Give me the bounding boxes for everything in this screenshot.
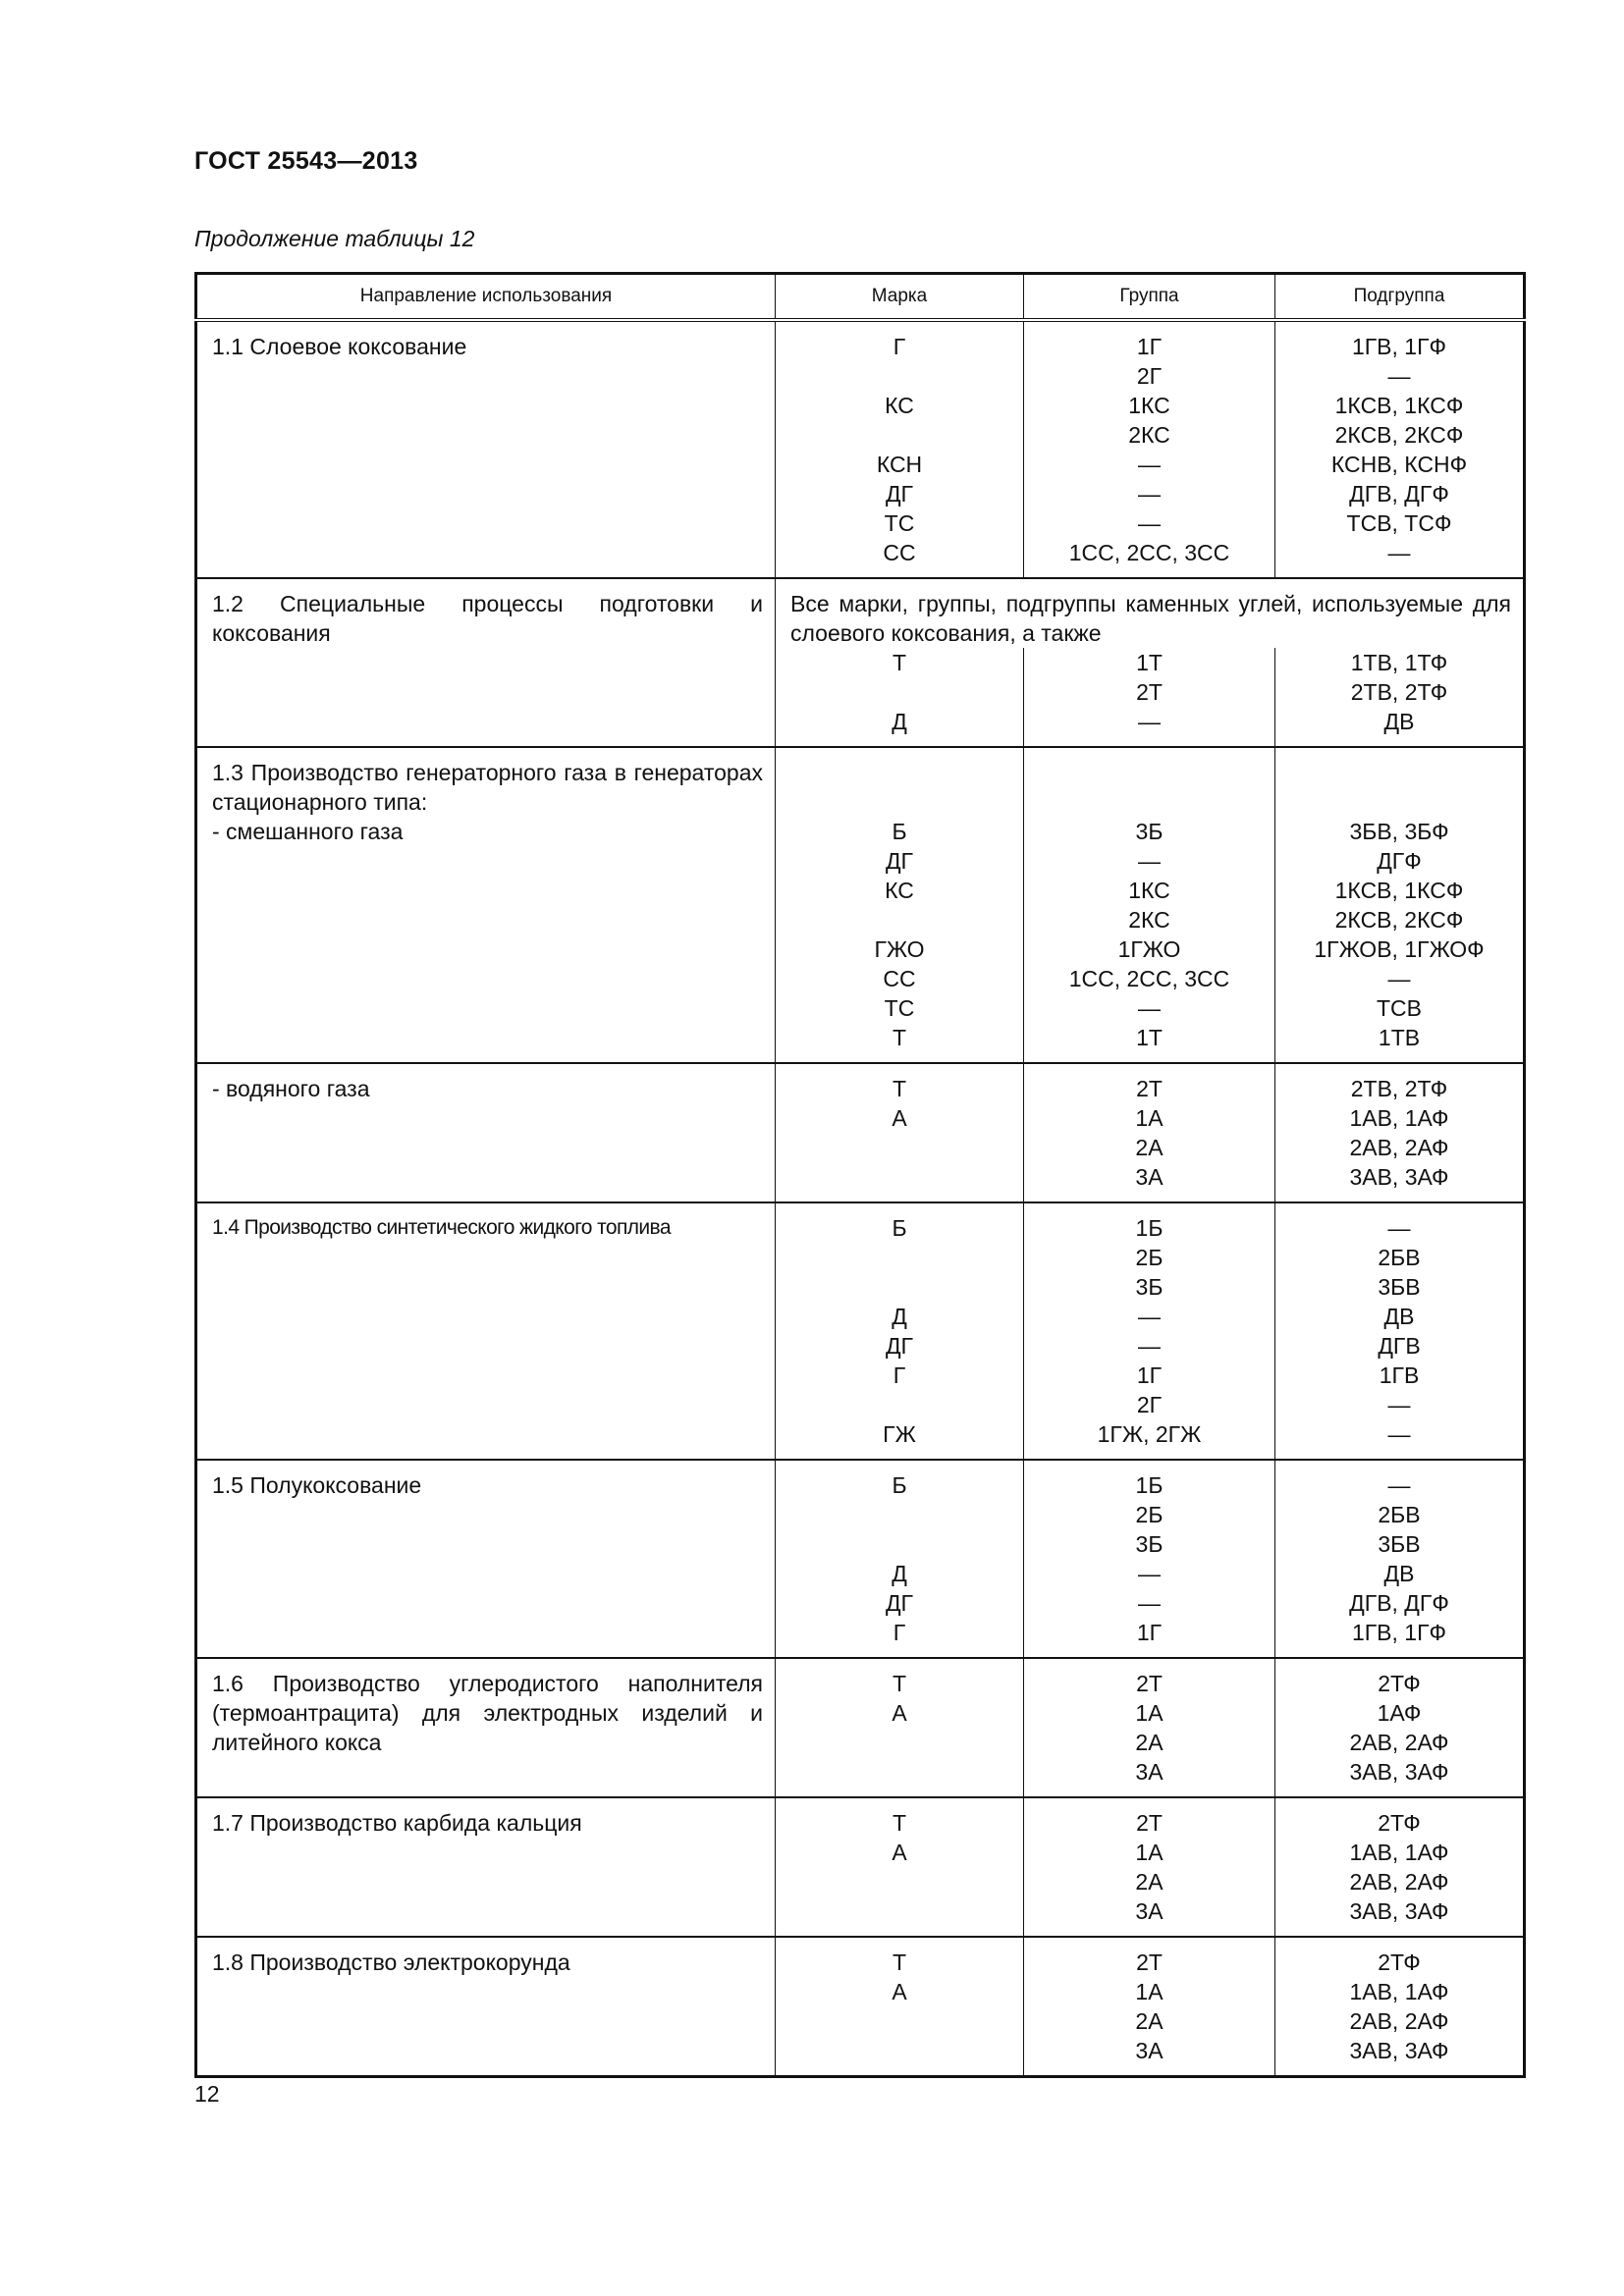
cell-value: КСН bbox=[876, 452, 923, 477]
table-row bbox=[196, 1658, 1525, 1797]
podgruppa-cell bbox=[1275, 320, 1525, 578]
cell-value bbox=[780, 1390, 1019, 1419]
cell-value bbox=[780, 677, 1019, 707]
cell-value: ТСВ, ТСФ bbox=[1346, 510, 1452, 536]
spanning-note-cell bbox=[776, 578, 1525, 648]
direction-cell bbox=[196, 1202, 776, 1460]
direction-cell bbox=[196, 1063, 776, 1202]
cell-value: 2Г bbox=[1136, 1392, 1163, 1417]
gruppa-cell bbox=[1024, 648, 1275, 747]
spanning-note-text: Все марки, группы, подгруппы каменных углей, используемые для слоевого коксования, а также bbox=[790, 591, 1511, 646]
cell-value: 1Т bbox=[1136, 1025, 1163, 1050]
cell-value: Т bbox=[892, 1949, 907, 1975]
cell-value: 2КС bbox=[1128, 907, 1170, 933]
cell-value: 1А bbox=[1135, 1700, 1164, 1726]
cell-value: — bbox=[1387, 1472, 1411, 1498]
cell-value: 1Г bbox=[1136, 1620, 1163, 1645]
podgruppa-cell bbox=[1275, 1202, 1525, 1460]
cell-value: ДГВ, ДГФ bbox=[1349, 1590, 1449, 1616]
cell-value: ГЖО bbox=[874, 936, 925, 962]
cell-value: 2КСВ, 2КСФ bbox=[1334, 907, 1464, 933]
direction-subitem: - смешанного газа bbox=[212, 819, 404, 844]
cell-value bbox=[780, 420, 1019, 450]
cell-value: КСНВ, КСНФ bbox=[1330, 452, 1468, 477]
cell-value: — bbox=[1138, 848, 1161, 874]
cell-value: 1ГЖОВ, 1ГЖОФ bbox=[1314, 936, 1485, 962]
cell-value: 2ТФ bbox=[1378, 1810, 1421, 1836]
cell-value: 3БВ bbox=[1378, 1274, 1421, 1300]
cell-value: — bbox=[1138, 1304, 1161, 1329]
cell-value: 1ГЖ, 2ГЖ bbox=[1097, 1421, 1202, 1447]
cell-value bbox=[780, 1500, 1019, 1529]
marka-cell bbox=[776, 1658, 1024, 1797]
cell-value: 2КСВ, 2КСФ bbox=[1334, 422, 1464, 448]
cell-value: 1АВ, 1АФ bbox=[1349, 1840, 1449, 1865]
cell-value: 2АВ, 2АФ bbox=[1349, 1730, 1449, 1755]
cell-value: Т bbox=[892, 1025, 907, 1050]
direction-cell bbox=[196, 578, 776, 747]
cell-value: 3БВ bbox=[1378, 1531, 1421, 1557]
cell-value: 2А bbox=[1135, 2008, 1164, 2034]
table-row bbox=[196, 1202, 1525, 1460]
cell-value: КС bbox=[885, 878, 914, 903]
direction-cell bbox=[196, 1658, 776, 1797]
cell-value: — bbox=[1138, 510, 1161, 536]
gruppa-cell bbox=[1024, 320, 1275, 578]
cell-value: 1КСВ, 1КСФ bbox=[1334, 878, 1464, 903]
cell-value: 1А bbox=[1135, 1840, 1164, 1865]
column-header-marka: Марка bbox=[776, 274, 1024, 321]
cell-value: 1Г bbox=[1136, 334, 1163, 359]
cell-value: Т bbox=[892, 1810, 907, 1836]
podgruppa-cell bbox=[1275, 1797, 1525, 1937]
marka-cell bbox=[776, 1460, 1024, 1658]
page-number: 12 bbox=[194, 2081, 220, 2107]
cell-value: 1КС bbox=[1128, 393, 1170, 418]
direction-text: 1.5 Полукоксование bbox=[212, 1472, 422, 1498]
table-row bbox=[196, 1460, 1525, 1658]
cell-value: 2Г bbox=[1136, 363, 1163, 389]
direction-text: 1.8 Производство электрокорунда bbox=[212, 1949, 570, 1975]
cell-value bbox=[780, 1867, 1019, 1896]
table-caption: Продолжение таблицы 12 bbox=[194, 226, 475, 251]
direction-text: 1.6 Производство углеродистого наполнителя (термоантрацита) для электродных изделий и литейного кокса bbox=[212, 1671, 763, 1755]
cell-value: — bbox=[1138, 995, 1161, 1021]
direction-text: 1.2 Специальные процессы подготовки и коксования bbox=[212, 591, 763, 646]
cell-value: 1Т bbox=[1136, 650, 1163, 675]
cell-value: Т bbox=[892, 1671, 907, 1696]
cell-value bbox=[780, 1272, 1019, 1302]
cell-value: 1КСВ, 1КСФ bbox=[1334, 393, 1464, 418]
podgruppa-cell bbox=[1275, 747, 1525, 1063]
cell-value: Г bbox=[893, 1620, 906, 1645]
cell-value: Б bbox=[892, 1472, 907, 1498]
marka-cell bbox=[776, 1937, 1024, 2077]
cell-value: 2Т bbox=[1136, 679, 1163, 705]
cell-value: 1ГЖО bbox=[1117, 936, 1181, 962]
cell-value: ДГ bbox=[885, 1590, 914, 1616]
cell-value: — bbox=[1387, 363, 1411, 389]
cell-value: — bbox=[1387, 1421, 1411, 1447]
cell-value: ТС bbox=[884, 995, 915, 1021]
cell-value: СС bbox=[883, 540, 916, 565]
cell-value: 3БВ, 3БФ bbox=[1349, 819, 1449, 844]
cell-value: 2АВ, 2АФ bbox=[1349, 1869, 1449, 1895]
cell-value: 2ТВ, 2ТФ bbox=[1350, 679, 1448, 705]
cell-value: ДВ bbox=[1383, 1561, 1415, 1586]
cell-value bbox=[780, 2036, 1019, 2065]
cell-value: ДГ bbox=[885, 1333, 914, 1359]
cell-value: 3АВ, 3АФ bbox=[1349, 1898, 1449, 1924]
cell-value: — bbox=[1387, 1392, 1411, 1417]
cell-value: — bbox=[1138, 1590, 1161, 1616]
cell-value: — bbox=[1138, 1333, 1161, 1359]
cell-value: 1ГВ bbox=[1379, 1362, 1420, 1388]
marka-cell bbox=[776, 320, 1024, 578]
podgruppa-cell bbox=[1275, 648, 1525, 747]
cell-value bbox=[780, 1162, 1019, 1192]
cell-value: 1ТВ, 1ТФ bbox=[1350, 650, 1448, 675]
cell-value: 2А bbox=[1135, 1730, 1164, 1755]
cell-value: 3АВ, 3АФ bbox=[1349, 1164, 1449, 1190]
cell-value: Т bbox=[892, 1076, 907, 1101]
cell-value: — bbox=[1387, 966, 1411, 991]
cell-value: Д bbox=[892, 709, 907, 734]
cell-value: Б bbox=[892, 819, 907, 844]
cell-value: Д bbox=[892, 1304, 907, 1329]
cell-value: 1АФ bbox=[1377, 1700, 1422, 1726]
cell-value: Г bbox=[893, 1362, 906, 1388]
table-row bbox=[196, 320, 1525, 578]
cell-value bbox=[780, 905, 1019, 934]
cell-value: СС bbox=[883, 966, 916, 991]
podgruppa-cell bbox=[1275, 1937, 1525, 2077]
cell-value: А bbox=[892, 1840, 907, 1865]
marka-cell bbox=[776, 1063, 1024, 1202]
podgruppa-cell bbox=[1275, 1658, 1525, 1797]
gruppa-cell bbox=[1024, 1063, 1275, 1202]
cell-value: 3Б bbox=[1135, 1274, 1164, 1300]
cell-value: 3А bbox=[1135, 1898, 1164, 1924]
cell-value: 2Б bbox=[1135, 1245, 1164, 1270]
gruppa-cell bbox=[1024, 1202, 1275, 1460]
cell-value: 3А bbox=[1135, 1164, 1164, 1190]
cell-value: Б bbox=[892, 1215, 907, 1241]
document-code: ГОСТ 25543—2013 bbox=[194, 147, 418, 175]
cell-value: 3А bbox=[1135, 2038, 1164, 2063]
cell-value bbox=[780, 1243, 1019, 1272]
marka-cell bbox=[776, 1202, 1024, 1460]
podgruppa-cell bbox=[1275, 1460, 1525, 1658]
gruppa-cell bbox=[1024, 1658, 1275, 1797]
cell-value: — bbox=[1138, 452, 1161, 477]
column-header-podgruppa: Подгруппа bbox=[1275, 274, 1525, 321]
cell-value: А bbox=[892, 1105, 907, 1131]
cell-value bbox=[780, 361, 1019, 391]
gruppa-cell bbox=[1024, 747, 1275, 1063]
direction-cell bbox=[196, 1460, 776, 1658]
cell-value: 3АВ, 3АФ bbox=[1349, 1759, 1449, 1785]
cell-value: — bbox=[1387, 540, 1411, 565]
cell-value: 2ТФ bbox=[1378, 1671, 1421, 1696]
table-row bbox=[196, 578, 1525, 648]
cell-value: 1ТВ bbox=[1378, 1025, 1421, 1050]
cell-value: ДГ bbox=[885, 848, 914, 874]
cell-value: 2КС bbox=[1128, 422, 1170, 448]
cell-value: — bbox=[1138, 709, 1161, 734]
cell-value: 1СС, 2СС, 3СС bbox=[1068, 540, 1230, 565]
cell-value: 1АВ, 1АФ bbox=[1349, 1105, 1449, 1131]
cell-value: 2Т bbox=[1136, 1671, 1163, 1696]
cell-value bbox=[780, 2006, 1019, 2036]
column-header-direction: Направление использования bbox=[196, 274, 776, 321]
direction-cell bbox=[196, 747, 776, 1063]
cell-value: 1А bbox=[1135, 1979, 1164, 2004]
cell-value: 2БВ bbox=[1378, 1502, 1421, 1527]
cell-value: — bbox=[1387, 1215, 1411, 1241]
cell-value: 2ТФ bbox=[1378, 1949, 1421, 1975]
cell-value bbox=[780, 1529, 1019, 1559]
cell-value: 1СС, 2СС, 3СС bbox=[1068, 966, 1230, 991]
cell-value: 1АВ, 1АФ bbox=[1349, 1979, 1449, 2004]
cell-value: 1Б bbox=[1135, 1215, 1164, 1241]
cell-value: 2БВ bbox=[1378, 1245, 1421, 1270]
cell-value: 2АВ, 2АФ bbox=[1349, 2008, 1449, 2034]
cell-value: 2Т bbox=[1136, 1076, 1163, 1101]
cell-value: КС bbox=[885, 393, 914, 418]
cell-value: 3Б bbox=[1135, 819, 1164, 844]
direction-cell bbox=[196, 1937, 776, 2077]
cell-value: — bbox=[1138, 481, 1161, 507]
cell-value: 3АВ, 3АФ bbox=[1349, 2038, 1449, 2063]
cell-spacer bbox=[780, 758, 1019, 817]
direction-text: - водяного газа bbox=[212, 1076, 370, 1101]
cell-value: А bbox=[892, 1979, 907, 2004]
cell-value bbox=[780, 1728, 1019, 1757]
column-header-gruppa: Группа bbox=[1024, 274, 1275, 321]
cell-value: 3Б bbox=[1135, 1531, 1164, 1557]
table-row bbox=[196, 747, 1525, 1063]
cell-spacer bbox=[1279, 758, 1519, 817]
cell-value: ДГВ, ДГФ bbox=[1349, 481, 1449, 507]
direction-text: 1.4 Производство синтетического жидкого топлива bbox=[212, 1216, 671, 1239]
coal-usage-table bbox=[194, 272, 1526, 2078]
cell-value: ДВ bbox=[1383, 1304, 1415, 1329]
cell-value bbox=[780, 1757, 1019, 1787]
cell-value: 1ГВ, 1ГФ bbox=[1351, 334, 1447, 359]
direction-text: 1.7 Производство карбида кальция bbox=[212, 1810, 582, 1836]
table-row bbox=[196, 1063, 1525, 1202]
cell-value: — bbox=[1138, 1561, 1161, 1586]
cell-value: 1Б bbox=[1135, 1472, 1164, 1498]
cell-value: Д bbox=[892, 1561, 907, 1586]
cell-value: 1А bbox=[1135, 1105, 1164, 1131]
direction-text: 1.1 Слоевое коксование bbox=[212, 334, 467, 359]
cell-spacer bbox=[1028, 758, 1271, 817]
cell-value: ГЖ bbox=[883, 1421, 916, 1447]
cell-value: ДГФ bbox=[1377, 848, 1422, 874]
cell-value bbox=[780, 1896, 1019, 1926]
marka-cell bbox=[776, 648, 1024, 747]
cell-value: 1КС bbox=[1128, 878, 1170, 903]
table-row bbox=[196, 1797, 1525, 1937]
cell-value: ДГВ bbox=[1378, 1333, 1421, 1359]
marka-cell bbox=[776, 747, 1024, 1063]
cell-value: 2Б bbox=[1135, 1502, 1164, 1527]
gruppa-cell bbox=[1024, 1797, 1275, 1937]
table-row bbox=[196, 1937, 1525, 2077]
podgruppa-cell bbox=[1275, 1063, 1525, 1202]
cell-value: ТС bbox=[884, 510, 915, 536]
gruppa-cell bbox=[1024, 1937, 1275, 2077]
cell-value bbox=[780, 1133, 1019, 1162]
table-header-row bbox=[196, 274, 1525, 321]
cell-value: ДВ bbox=[1383, 709, 1415, 734]
cell-value: 2ТВ, 2ТФ bbox=[1350, 1076, 1448, 1101]
cell-value: 1Г bbox=[1136, 1362, 1163, 1388]
cell-value: 2А bbox=[1135, 1869, 1164, 1895]
cell-value: 1ГВ, 1ГФ bbox=[1351, 1620, 1447, 1645]
cell-value: Г bbox=[893, 334, 906, 359]
cell-value: 2АВ, 2АФ bbox=[1349, 1135, 1449, 1160]
cell-value: ТСВ bbox=[1377, 995, 1422, 1021]
cell-value: 2Т bbox=[1136, 1949, 1163, 1975]
cell-value: 2А bbox=[1135, 1135, 1164, 1160]
cell-value: 2Т bbox=[1136, 1810, 1163, 1836]
cell-value: ДГ bbox=[885, 481, 914, 507]
cell-value: Т bbox=[892, 650, 907, 675]
direction-cell bbox=[196, 1797, 776, 1937]
gruppa-cell bbox=[1024, 1460, 1275, 1658]
cell-value: 3А bbox=[1135, 1759, 1164, 1785]
direction-cell bbox=[196, 320, 776, 578]
cell-value: А bbox=[892, 1700, 907, 1726]
direction-text: 1.3 Производство генераторного газа в генераторах стационарного типа: bbox=[212, 760, 763, 815]
marka-cell bbox=[776, 1797, 1024, 1937]
